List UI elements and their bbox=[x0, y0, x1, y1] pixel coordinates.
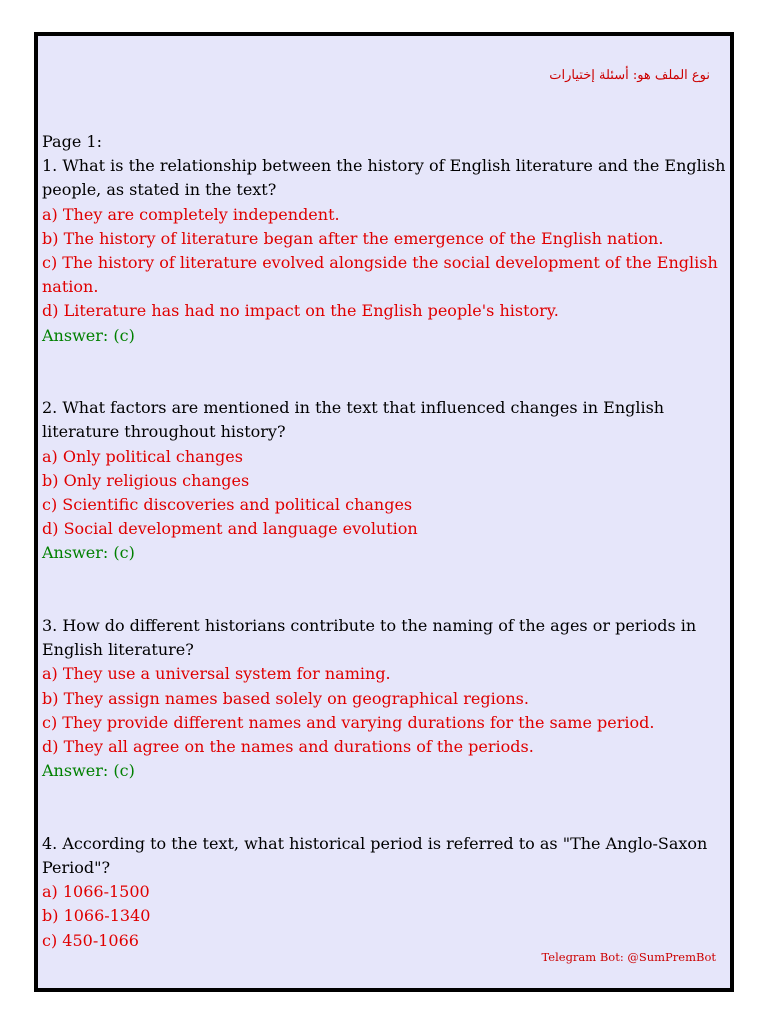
option-a: a) Only political changes bbox=[42, 446, 243, 466]
document-content bbox=[42, 130, 726, 1001]
option-d: d) Social development and language evolution bbox=[42, 519, 418, 539]
option-a: a) They use a universal system for naming. bbox=[42, 664, 391, 684]
question-3 bbox=[42, 614, 726, 783]
answer: Answer: (c) bbox=[42, 325, 135, 345]
option-c: c) 450-1066 bbox=[42, 930, 139, 950]
page-frame bbox=[34, 32, 734, 992]
answer: Answer: (c) bbox=[42, 543, 135, 563]
answer: Answer: (c) bbox=[42, 761, 135, 781]
option-a: a) They are completely independent. bbox=[42, 204, 340, 224]
option-d: d) Literature has had no impact on the English people's history. bbox=[42, 301, 559, 321]
option-b: b) Only religious changes bbox=[42, 470, 250, 490]
page-label: Page 1: bbox=[42, 132, 102, 151]
option-c: c) They provide different names and varying durations for the same period. bbox=[42, 712, 655, 732]
question-4 bbox=[42, 832, 726, 953]
option-c: c) The history of literature evolved alongside the social development of the English nation. bbox=[42, 253, 718, 297]
option-a: a) 1066-1500 bbox=[42, 882, 150, 902]
question-text: 3. How do different historians contribute to the naming of the ages or periods in English literature? bbox=[42, 616, 697, 660]
question-2 bbox=[42, 396, 726, 565]
telegram-bot-footer: Telegram Bot: @SumPremBot bbox=[541, 950, 716, 964]
question-text: 2. What factors are mentioned in the text that influenced changes in English literature throughout history? bbox=[42, 398, 665, 442]
question-text: 4. According to the text, what historical period is referred to as "The Anglo-Saxon Period"? bbox=[42, 833, 708, 878]
file-type-header: نوع الملف هو: أسئلة إختيارات bbox=[549, 68, 710, 83]
option-b: b) They assign names based solely on geographical regions. bbox=[42, 688, 529, 708]
option-d: d) They all agree on the names and durations of the periods. bbox=[42, 737, 534, 757]
question-1 bbox=[42, 154, 726, 348]
option-b: b) 1066-1340 bbox=[42, 906, 151, 926]
option-c: c) Scientific discoveries and political changes bbox=[42, 495, 413, 515]
option-b: b) The history of literature began after the emergence of the English nation. bbox=[42, 228, 664, 248]
question-text: 1. What is the relationship between the history of English literature and the English people, as stated in the text? bbox=[42, 156, 726, 200]
